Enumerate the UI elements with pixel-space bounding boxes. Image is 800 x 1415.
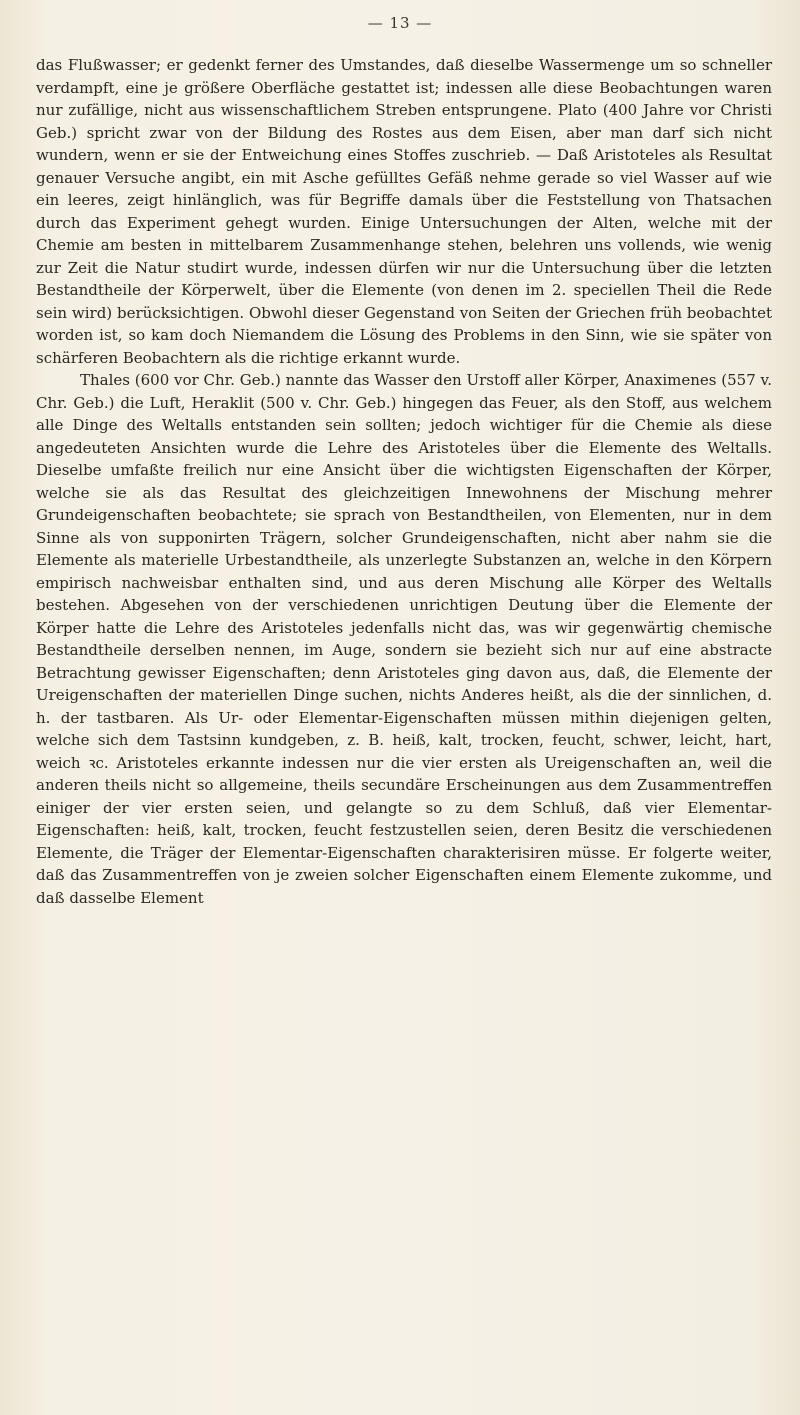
body-text	[36, 54, 772, 909]
page-number: — 13 —	[367, 14, 433, 32]
paragraph-1: das Flußwasser; er gedenkt ferner des Umstandes, daß dieselbe Wassermenge um so schneller verdampft, eine je größere Oberfläche gestattet ist; indessen alle diese Beobachtungen waren nur zufällige, nicht aus wissenschaftlichem Streben entsprungene. Plato (400 Jahre vor Christi Geb.) spricht zwar von der Bildung des Rostes aus dem Eisen, aber man darf sich nicht wundern, wenn er sie der Entweichung eines Stoffes zuschrieb. — Daß Aristoteles als Resultat genauer Versuche angibt, ein mit Asche gefülltes Gefäß nehme gerade so viel Wasser auf wie ein leeres, zeigt hinlänglich, was für Begriffe damals über die Feststellung von Thatsachen durch das Experiment gehegt wurden. Einige Untersuchungen der Alten, welche mit der Chemie am besten in mittelbarem Zusammenhange stehen, belehren uns vollends, wie wenig zur Zeit die Natur studirt wurde, indessen dürfen wir nur die Untersuchung über die letzten Bestandtheile der Körperwelt, über die Elemente (von denen im 2. speciellen Theil die Rede sein wird) berücksichtigen. Obwohl dieser Gegenstand von Seiten der Griechen früh beobachtet worden ist, so kam doch Niemandem die Lösung des Problems in den Sinn, wie sie später von schärferen Beobachtern als die richtige erkannt wurde.	[36, 56, 772, 367]
paragraph-2: Thales (600 vor Chr. Geb.) nannte das Wasser den Urstoff aller Körper, Anaximenes (557 v. Chr. Geb.) die Luft, Heraklit (500 v. Chr. Geb.) hingegen das Feuer, als den Stoff, aus welchem alle Dinge des Weltalls entstanden sein sollten; jedoch wichtiger für die Chemie als diese angedeuteten Ansichten wurde die Lehre des Aristoteles über die Elemente des Weltalls. Dieselbe umfaßte freilich nur eine Ansicht über die wichtigsten Eigenschaften der Körper, welche sie als das Resultat des gleichzeitigen Innewohnens der Mischung mehrer Grundeigenschaften beobachtete; sie sprach von Bestandtheilen, von Elementen, nur in dem Sinne als von supponirten Trägern, solcher Grundeigenschaften, nicht aber nahm sie die Elemente als materielle Urbestandtheile, als unzerlegte Substanzen an, welche in den Körpern empirisch nachweisbar enthalten sind, und aus deren Mischung alle Körper des Weltalls bestehen. Abgesehen von der verschiedenen unrichtigen Deutung über die Elemente der Körper hatte die Lehre des Aristoteles jedenfalls nicht das, was wir gegenwärtig chemische Bestandtheile derselben nennen, im Auge, sondern sie bezieht sich nur auf eine abstracte Betrachtung gewisser Eigenschaften; denn Aristoteles ging davon aus, daß, die Elemente der Ureigenschaften der materiellen Dinge suchen, nichts Anderes heißt, als die der sinnlichen, d. h. der tastbaren. Als Ur- oder Elementar-Eigenschaften müssen mithin diejenigen gelten, welche sich dem Tastsinn kundgeben, z. B. heiß, kalt, trocken, feucht, schwer, leicht, hart, weich ꝛc. Aristoteles erkannte indessen nur die vier ersten als Ureigenschaften an, weil die anderen theils nicht so allgemeine, theils secundäre Erscheinungen aus dem Zusammentreffen einiger der vier ersten seien, und gelangte so zu dem Schluß, daß vier Elementar-Eigenschaften: heiß, kalt, trocken, feucht festzustellen seien, deren Besitz die verschiedenen Elemente, die Träger der Elementar-Eigenschaften charakterisiren müsse. Er folgerte weiter, daß das Zusammentreffen von je zweien solcher Eigenschaften einem Elemente zukomme, und daß dasselbe Element	[36, 371, 772, 907]
